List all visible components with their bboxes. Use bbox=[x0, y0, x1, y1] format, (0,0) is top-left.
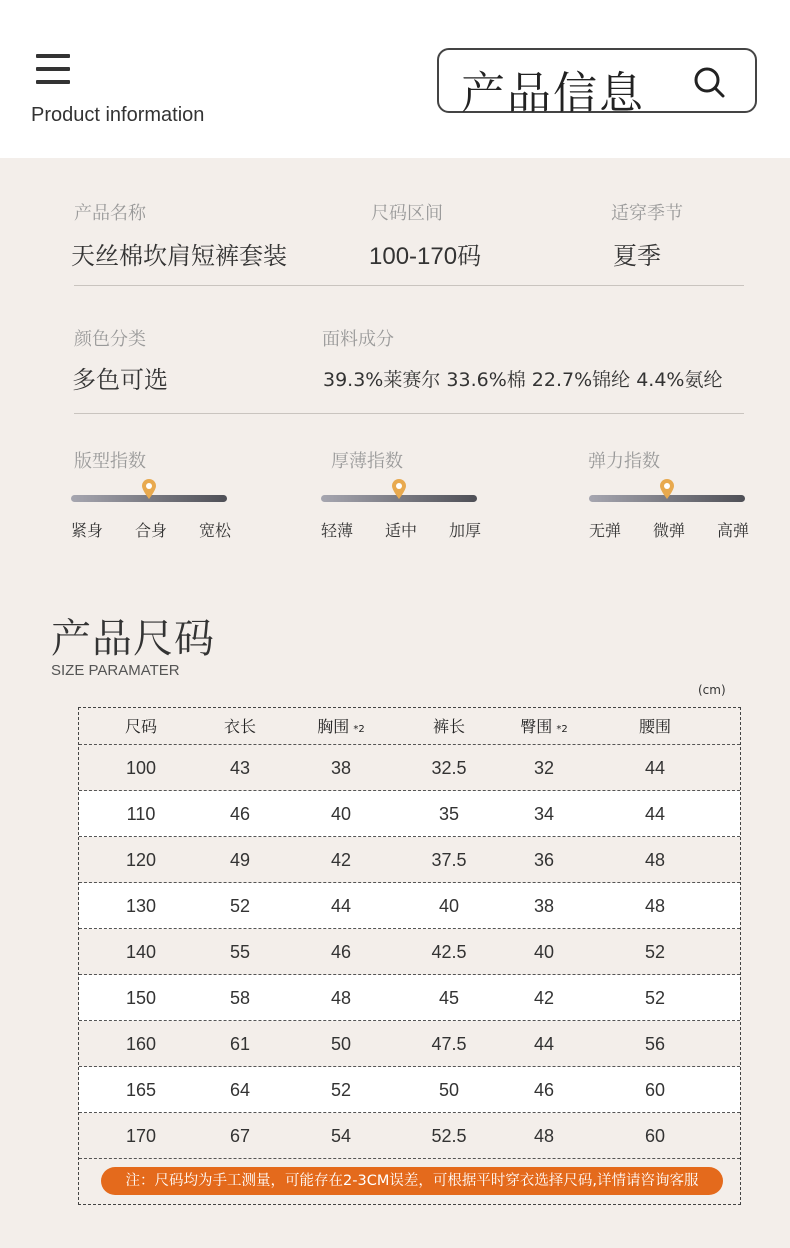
elasticity-index-label: 弹力指数 bbox=[588, 451, 660, 472]
slider-tick-label: 微弹 bbox=[652, 521, 685, 540]
table-cell-waist: 60 bbox=[644, 1126, 666, 1146]
search-title: 产品信息 bbox=[461, 68, 645, 119]
slider-tick-label: 合身 bbox=[134, 521, 167, 540]
table-cell-length: 52 bbox=[229, 896, 251, 916]
table-row bbox=[79, 745, 740, 791]
table-cell-chest: 46 bbox=[330, 942, 352, 962]
table-cell-size: 130 bbox=[125, 896, 157, 916]
size-note: 注：尺码均为手工测量，可能存在2-3CM误差，可根据平时穿衣选择尺码,详情请咨询客服 bbox=[101, 1167, 723, 1195]
season-value: 夏季 bbox=[613, 242, 661, 270]
table-cell-pants-length: 45 bbox=[438, 988, 460, 1008]
table-cell-hip: 40 bbox=[533, 942, 555, 962]
table-cell-size: 110 bbox=[126, 804, 156, 824]
table-cell-waist: 52 bbox=[644, 942, 666, 962]
table-cell-pants-length: 35 bbox=[438, 804, 460, 824]
table-cell-size: 160 bbox=[125, 1034, 157, 1054]
table-cell-pants-length: 32.5 bbox=[431, 758, 467, 778]
multiplier-mark: *2 bbox=[353, 724, 365, 735]
unit-label: (cm) bbox=[698, 683, 726, 697]
table-cell-waist: 48 bbox=[644, 896, 666, 916]
table-row bbox=[79, 929, 740, 975]
table-cell-waist: 56 bbox=[644, 1034, 666, 1054]
column-header-chest bbox=[296, 708, 386, 745]
column-header-pants-length bbox=[404, 708, 494, 745]
table-cell-hip: 42 bbox=[533, 988, 555, 1008]
menu-icon[interactable] bbox=[36, 54, 70, 84]
table-row bbox=[79, 791, 740, 837]
table-cell-pants-length: 52.5 bbox=[431, 1126, 467, 1146]
table-header-row bbox=[79, 708, 740, 745]
location-pin-icon bbox=[390, 478, 408, 500]
column-header-label: 胸围 bbox=[317, 717, 350, 736]
divider bbox=[74, 285, 744, 286]
column-header-label: 衣长 bbox=[223, 717, 256, 736]
table-cell-hip: 48 bbox=[533, 1126, 555, 1146]
table-cell-length: 64 bbox=[229, 1080, 251, 1100]
column-header-label: 臀围 bbox=[520, 717, 553, 736]
table-cell-length: 43 bbox=[229, 758, 251, 778]
table-cell-pants-length: 37.5 bbox=[431, 850, 467, 870]
table-row bbox=[79, 1021, 740, 1067]
table-cell-waist: 48 bbox=[644, 850, 666, 870]
fit-index-label: 版型指数 bbox=[74, 451, 146, 472]
column-header-waist bbox=[610, 708, 700, 745]
table-cell-chest: 42 bbox=[330, 850, 352, 870]
table-cell-waist: 44 bbox=[644, 804, 666, 824]
fabric-value: 39.3%莱赛尔 33.6%棉 22.7%锦纶 4.4%氨纶 bbox=[323, 369, 723, 391]
color-label: 颜色分类 bbox=[74, 329, 146, 350]
table-cell-pants-length: 47.5 bbox=[431, 1034, 467, 1054]
table-cell-size: 120 bbox=[125, 850, 157, 870]
table-row bbox=[79, 837, 740, 883]
table-cell-pants-length: 42.5 bbox=[431, 942, 467, 962]
table-cell-size: 170 bbox=[125, 1126, 157, 1146]
slider-tick-label: 轻薄 bbox=[321, 521, 354, 540]
table-cell-size: 150 bbox=[125, 988, 157, 1008]
table-cell-chest: 48 bbox=[330, 988, 352, 1008]
table-cell-length: 49 bbox=[229, 850, 251, 870]
table-cell-waist: 60 bbox=[644, 1080, 666, 1100]
column-header-label: 腰围 bbox=[638, 717, 671, 736]
column-header-size bbox=[96, 708, 186, 745]
table-cell-hip: 36 bbox=[533, 850, 555, 870]
table-cell-chest: 50 bbox=[330, 1034, 352, 1054]
table-cell-length: 67 bbox=[229, 1126, 251, 1146]
size-range-label: 尺码区间 bbox=[371, 203, 443, 224]
slider-tick-label: 适中 bbox=[384, 521, 417, 540]
table-cell-chest: 54 bbox=[330, 1126, 352, 1146]
table-row bbox=[79, 1067, 740, 1113]
table-cell-length: 46 bbox=[229, 804, 251, 824]
table-cell-chest: 40 bbox=[330, 804, 352, 824]
season-label: 适穿季节 bbox=[611, 203, 683, 224]
table-cell-pants-length: 50 bbox=[438, 1080, 460, 1100]
color-value: 多色可选 bbox=[72, 366, 168, 394]
table-cell-hip: 32 bbox=[533, 758, 555, 778]
size-section-title: 产品尺码 bbox=[51, 616, 215, 662]
column-header-length bbox=[195, 708, 285, 745]
table-cell-hip: 46 bbox=[533, 1080, 555, 1100]
thickness-index-label: 厚薄指数 bbox=[331, 451, 403, 472]
location-pin-icon bbox=[140, 478, 158, 500]
thickness-index-slider bbox=[321, 456, 481, 540]
location-pin-icon bbox=[658, 478, 676, 500]
product-name-value: 天丝棉坎肩短裤套装 bbox=[71, 242, 287, 270]
table-row bbox=[79, 975, 740, 1021]
table-cell-waist: 44 bbox=[644, 758, 666, 778]
table-cell-length: 55 bbox=[229, 942, 251, 962]
product-name-label: 产品名称 bbox=[74, 203, 146, 224]
table-cell-size: 140 bbox=[125, 942, 157, 962]
size-range-value: 100-170码 bbox=[369, 243, 482, 270]
elasticity-index-slider bbox=[589, 456, 749, 540]
slider-tick-label: 高弹 bbox=[716, 521, 749, 540]
table-cell-length: 58 bbox=[229, 988, 251, 1008]
fabric-label: 面料成分 bbox=[322, 329, 394, 350]
table-cell-chest: 52 bbox=[330, 1080, 352, 1100]
table-cell-chest: 38 bbox=[330, 758, 352, 778]
column-header-label: 裤长 bbox=[432, 717, 465, 736]
slider-tick-label: 无弹 bbox=[589, 521, 622, 540]
table-cell-size: 165 bbox=[125, 1080, 157, 1100]
fit-index-slider bbox=[71, 456, 231, 540]
search-icon[interactable] bbox=[693, 66, 725, 98]
slider-tick-label: 加厚 bbox=[448, 521, 481, 540]
search-box[interactable] bbox=[437, 48, 757, 119]
size-section-subtitle: SIZE PARAMATER bbox=[51, 662, 180, 679]
size-table bbox=[78, 707, 741, 1205]
slider-tick-label: 紧身 bbox=[71, 521, 104, 540]
table-row bbox=[79, 1113, 740, 1159]
column-header-hip bbox=[499, 708, 589, 745]
table-cell-hip: 44 bbox=[533, 1034, 555, 1054]
divider bbox=[74, 413, 744, 414]
table-cell-waist: 52 bbox=[644, 988, 666, 1008]
table-cell-chest: 44 bbox=[330, 896, 352, 916]
table-cell-size: 100 bbox=[125, 758, 157, 778]
table-cell-pants-length: 40 bbox=[438, 896, 460, 916]
header-subtitle: Product information bbox=[31, 104, 205, 126]
table-cell-hip: 38 bbox=[533, 896, 555, 916]
table-cell-hip: 34 bbox=[533, 804, 555, 824]
slider-tick-label: 宽松 bbox=[198, 521, 231, 540]
column-header-label: 尺码 bbox=[124, 717, 157, 736]
multiplier-mark: *2 bbox=[556, 724, 568, 735]
table-cell-length: 61 bbox=[229, 1034, 251, 1054]
table-row bbox=[79, 883, 740, 929]
